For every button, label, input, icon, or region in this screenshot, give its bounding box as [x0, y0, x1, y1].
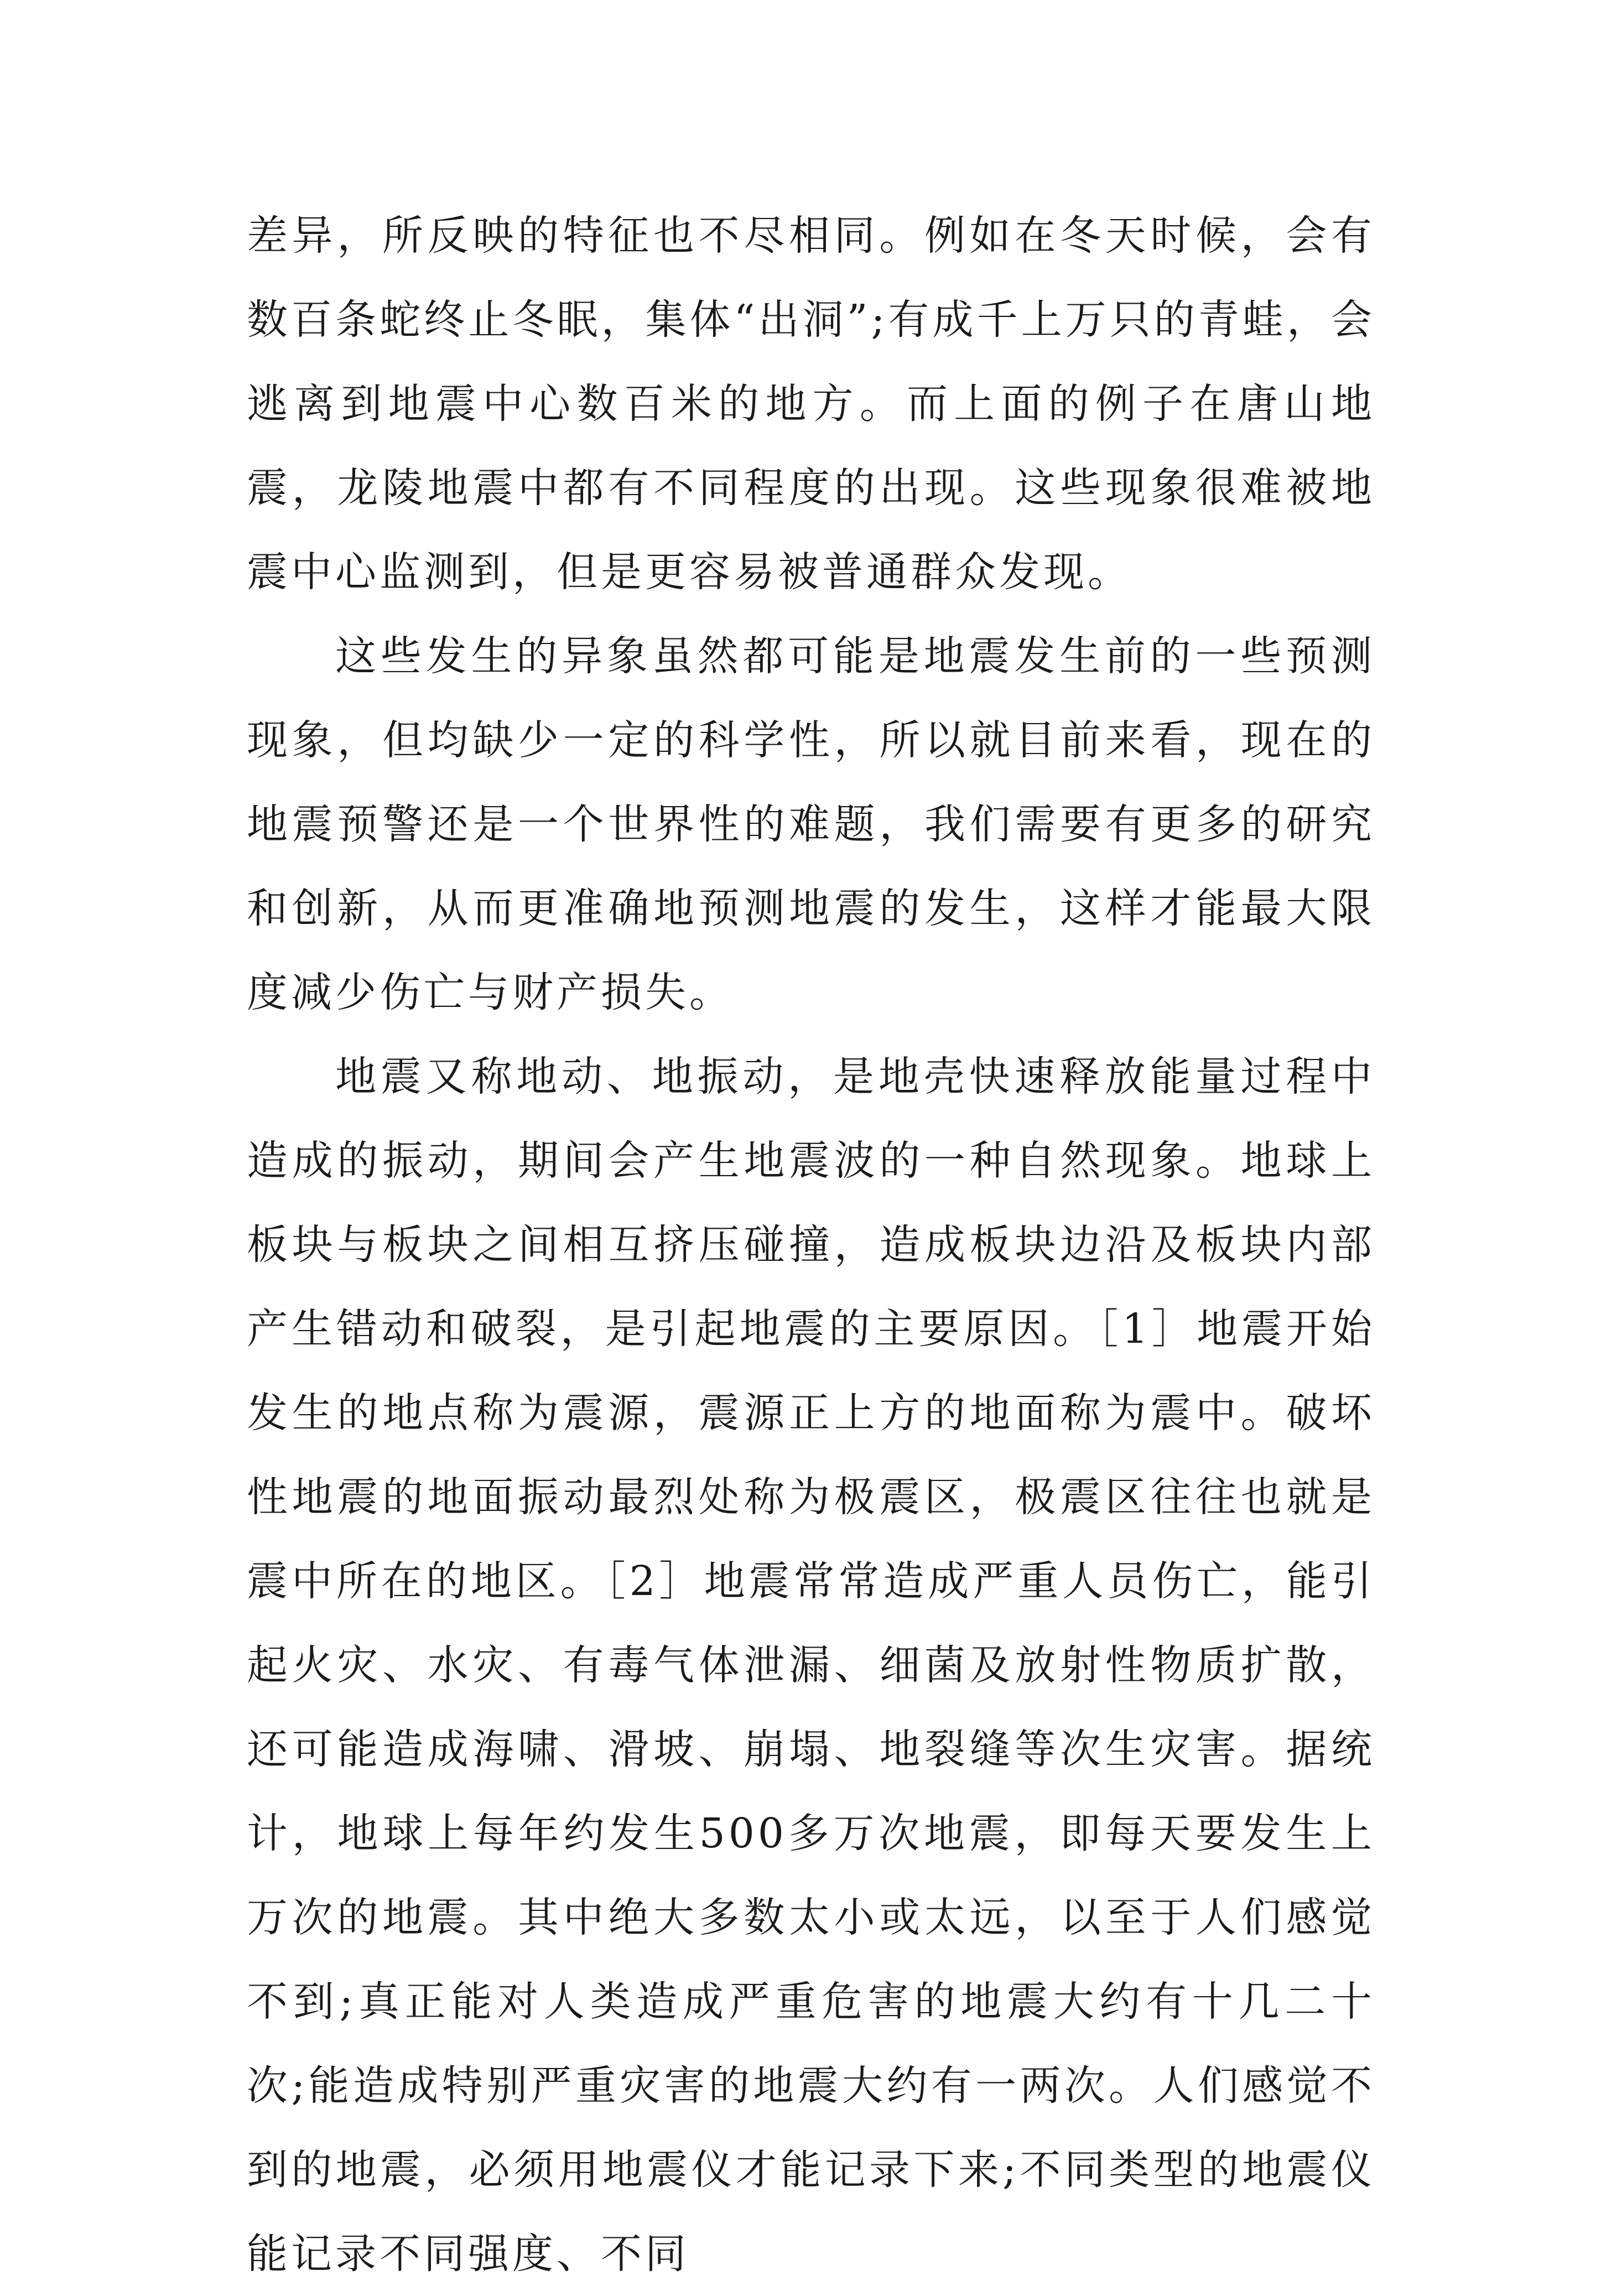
- document-body: [247, 194, 1375, 2296]
- paragraph-earthquake-definition: 地震又称地动、地振动，是地壳快速释放能量过程中造成的振动，期间会产生地震波的一种自然现象。地球上板块与板块之间相互挤压碰撞，造成板块边沿及板块内部产生错动和破裂，是引起地震的主要原因。［1］地震开始发生的地点称为震源，震源正上方的地面称为震中。破坏性地震的地面振动最烈处称为极震区，极震区往往也就是震中所在的地区。［2］地震常常造成严重人员伤亡，能引起火灾、水灾、有毒气体泄漏、细菌及放射性物质扩散，还可能造成海啸、滑坡、崩塌、地裂缝等次生灾害。据统计，地球上每年约发生500多万次地震，即每天要发生上万次的地震。其中绝大多数太小或太远，以至于人们感觉不到;真正能对人类造成严重危害的地震大约有十几二十次;能造成特别严重灾害的地震大约有一两次。人们感觉不到的地震，必须用地震仪才能记录下来;不同类型的地震仪能记录不同强度、不同: [247, 1053, 1375, 2278]
- paragraph-earthquake-prediction: 这些发生的异象虽然都可能是地震发生前的一些预测现象，但均缺少一定的科学性，所以就目前来看，现在的地震预警还是一个世界性的难题，我们需要有更多的研究和创新，从而更准确地预测地震的发生，这样才能最大限度减少伤亡与财产损失。: [247, 632, 1375, 1016]
- paragraph-continuation: 差异，所反映的特征也不尽相同。例如在冬天时候，会有数百条蛇终止冬眠，集体“出洞”;有成千上万只的青蛙，会逃离到地震中心数百米的地方。而上面的例子在唐山地震，龙陵地震中都有不同程度的出现。这些现象很难被地震中心监测到，但是更容易被普通群众发现。: [247, 212, 1375, 596]
